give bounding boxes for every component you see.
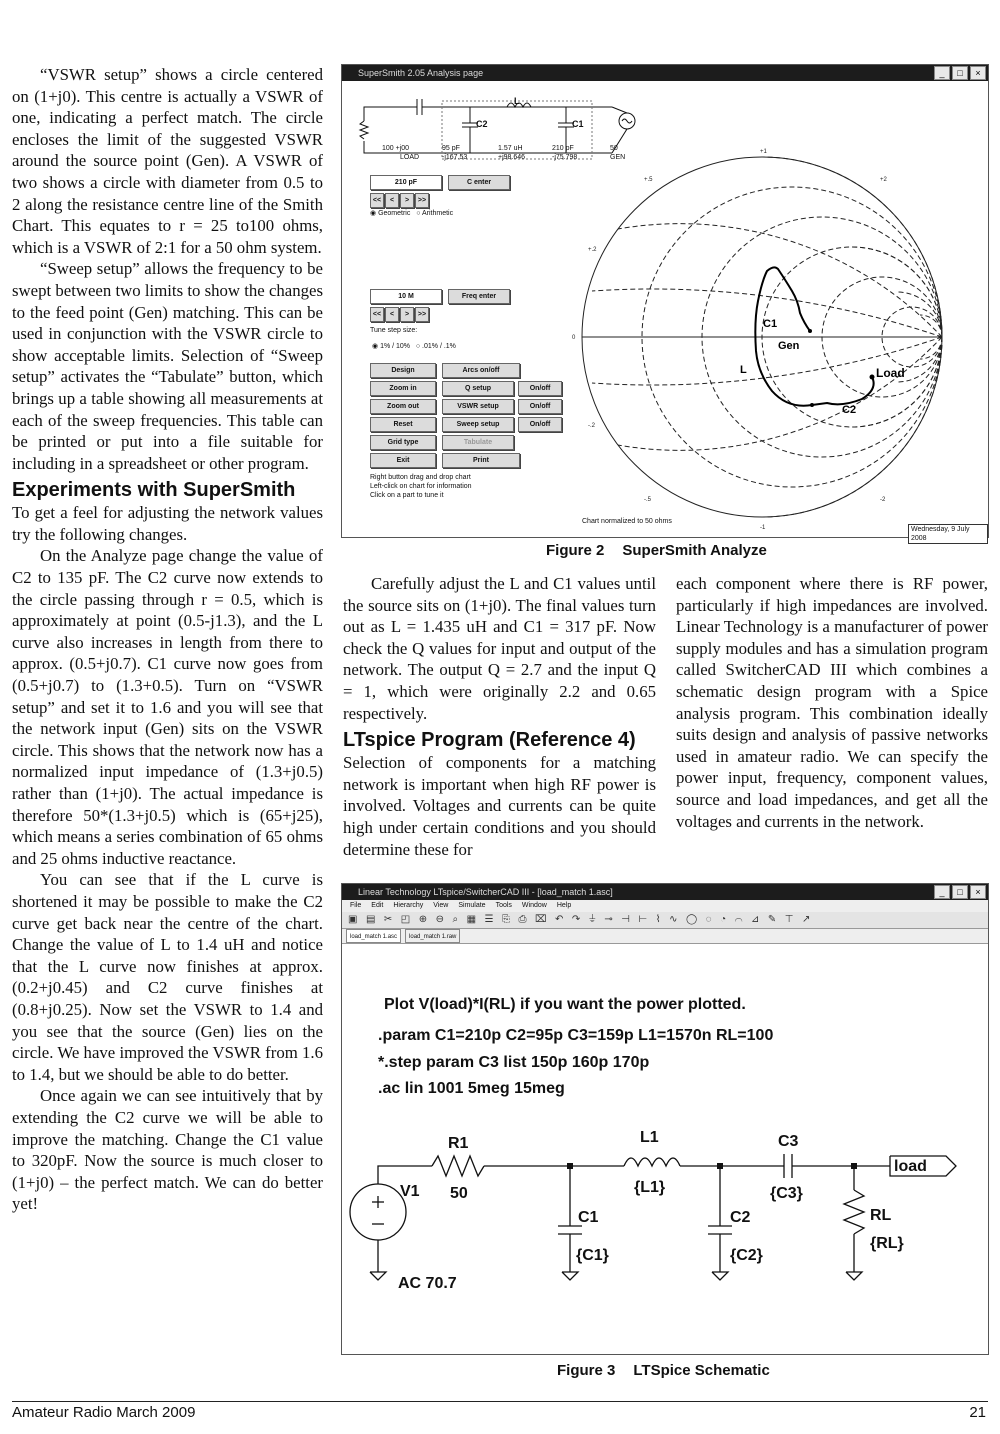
- vswr-toggle-button[interactable]: On/off: [518, 399, 562, 414]
- footer-page-number: 21: [969, 1404, 986, 1421]
- l1-label: L1: [640, 1129, 659, 1146]
- c2-label: C2: [730, 1209, 751, 1226]
- c2-value: {C2}: [730, 1247, 763, 1264]
- window-title: SuperSmith 2.05 Analysis page: [358, 68, 484, 78]
- section-heading: Experiments with SuperSmith: [12, 479, 296, 502]
- geometric-radio[interactable]: ◉ Geometric ○ Arithmetic: [370, 210, 454, 217]
- window-title: Linear Technology LTspice/SwitcherCAD III - [load_match 1.asc]: [358, 887, 613, 897]
- rl-label: RL: [870, 1207, 892, 1224]
- zoom-in-button[interactable]: Zoom in: [370, 381, 436, 396]
- c2-curve-label: C2: [842, 404, 857, 416]
- section-heading: LTspice Program (Reference 4): [343, 729, 636, 752]
- paragraph: Carefully adjust the L and C1 values until the source sits on (1+j0). The final values turn out as L = 1.435 uH and C1 = 317 pF. Now check the Q values for input and output of the network. The output Q = 2.7 and the input Q = 1, which were originally 2.2 and 0.65 respectively.: [343, 574, 656, 723]
- footer-publication: Amateur Radio March 2009: [12, 1404, 196, 1421]
- paragraph: each component where there is RF power, particularly if high impedances are involved. Linear Technology is a manufacturer of power supply modules and has a simulation program called SwitcherCAD III which combines a schematic design program with a Spice analysis program. This combination ideally suits design and analysis of passive networks used in amateur radio. We can specify the power input, frequency, component values, source and load impedances, and get all the voltages and currents in the network.: [676, 574, 988, 831]
- print-button[interactable]: Print: [442, 453, 520, 468]
- r1-value: 50: [450, 1185, 468, 1202]
- tune-step-label: Tune step size:: [370, 327, 418, 334]
- sweep-toggle-button[interactable]: On/off: [518, 417, 562, 432]
- design-button[interactable]: Design: [370, 363, 436, 378]
- text-column-2: [343, 573, 656, 860]
- step-forward-fast-button[interactable]: >>: [415, 193, 429, 208]
- capacitance-input[interactable]: 210 pF: [370, 175, 442, 190]
- directive-param: .param C1=210p C2=95p C3=159p L1=1570n RL=100: [378, 1027, 774, 1044]
- menu-file[interactable]: File: [350, 902, 362, 909]
- help-text: Right button drag and drop chart Left-click on chart for information Click on a part to tune it: [370, 474, 472, 499]
- q-toggle-button[interactable]: On/off: [518, 381, 562, 396]
- close-button[interactable]: ×: [970, 66, 986, 80]
- text-column-3: [676, 573, 988, 832]
- chart-note: Chart normalized to 50 ohms: [582, 518, 672, 525]
- paragraph: You can see that if the L curve is shortened it may be possible to make the C2 curve get back near the centre of the chart. Change the value of L to 1.4 uH and notice that the L curve now finishes at approx. (0.2+j0.45) and C2 curve finishes at (0.8+j0.25). Now set the VSWR to 1.4 and you see that the source (Gen) lies on the circle. We have improved the VSWR from 1.6 to 1.4, but we should be able to do better.: [12, 870, 323, 1084]
- toolbar: ▣ ▤ ✂ ◰ ⊕ ⊖ ⌕ ▦ ☰ ⎘ ⎙ ⌧ ↶ ↷ ⏚ ⊸ ⊣ ⊢ ⌇ ∿ ◯ ◌ ◔ ⌒ ⊿ ✎ ⊤ ↗: [342, 912, 988, 929]
- l-curve-label: L: [740, 364, 747, 376]
- menu-edit[interactable]: Edit: [371, 902, 384, 909]
- paragraph: “Sweep setup” allows the frequency to be swept between two limits to show the changes to the feed point (Gen) matching. This can be used in conjunction with the VSWR circle to show acceptable limits. Selection of “Sweep setup” activates the “Tabulate” button, which brings up a table showing all measurements at each of the sweep frequencies. This table can be printed or put into a file suitable for including in a spreadsheet or other program.: [12, 259, 323, 473]
- v1-label: V1: [400, 1183, 420, 1200]
- c1-label: C1: [578, 1209, 599, 1226]
- freq-back-fast-button[interactable]: <<: [370, 307, 384, 322]
- freq-forward-fast-button[interactable]: >>: [415, 307, 429, 322]
- r1-label: R1: [448, 1135, 469, 1152]
- tick-label: +.5: [644, 177, 653, 183]
- menu-window[interactable]: Window: [521, 902, 547, 909]
- load-port-label: load: [894, 1158, 927, 1175]
- arcs-toggle-button[interactable]: Arcs on/off: [442, 363, 520, 378]
- date-label: Wednesday, 9 July 2008: [908, 524, 988, 544]
- grid-type-button[interactable]: Grid type: [370, 435, 436, 450]
- tabulate-button[interactable]: Tabulate: [442, 435, 514, 450]
- step-back-button[interactable]: <: [385, 193, 399, 208]
- exit-button[interactable]: Exit: [370, 453, 436, 468]
- gen-value: 50 GEN: [610, 145, 626, 161]
- menu-simulate[interactable]: Simulate: [458, 902, 486, 909]
- l-label: L: [514, 96, 520, 106]
- tune-step-radio[interactable]: ◉ 1% / 10% ○ .01% / .1%: [372, 343, 456, 350]
- load-value: 100 +j00 LOAD: [382, 145, 420, 161]
- c1-value: {C1}: [576, 1247, 609, 1264]
- schematic-drawing: [342, 1124, 988, 1334]
- tab-bar: [342, 929, 988, 944]
- v1-value: AC 70.7: [398, 1275, 457, 1292]
- c2-label: C2: [476, 119, 488, 129]
- tab-waveform[interactable]: load_match 1.raw: [405, 929, 460, 943]
- window-titlebar: [342, 884, 988, 900]
- figure-3-caption: Figure 3 LTSpice Schematic: [557, 1362, 770, 1379]
- tick-label: +1: [760, 149, 767, 155]
- menu-hierarchy[interactable]: Hierarchy: [393, 902, 424, 909]
- smith-chart[interactable]: [562, 141, 988, 537]
- menu-view[interactable]: View: [433, 902, 449, 909]
- tick-label: -2: [880, 497, 886, 503]
- q-setup-button[interactable]: Q setup: [442, 381, 514, 396]
- figure-2-caption: Figure 2 SuperSmith Analyze: [546, 542, 767, 559]
- maximize-button[interactable]: □: [952, 885, 968, 899]
- c1-label: C1: [572, 119, 584, 129]
- directive-plot: Plot V(load)*I(RL) if you want the power plotted.: [384, 996, 746, 1013]
- step-forward-button[interactable]: >: [400, 193, 414, 208]
- l-value: 1.57 uH +j98.646: [498, 145, 526, 161]
- step-back-fast-button[interactable]: <<: [370, 193, 384, 208]
- menu-tools[interactable]: Tools: [495, 902, 512, 909]
- c2-value: 95 pF -j167.53: [442, 145, 468, 161]
- tab-schematic[interactable]: load_match 1.asc: [346, 929, 401, 943]
- c3-label: C3: [778, 1133, 799, 1150]
- tick-label: -.2: [588, 423, 596, 429]
- reset-button[interactable]: Reset: [370, 417, 436, 432]
- freq-back-button[interactable]: <: [385, 307, 399, 322]
- load-point-label: Load: [876, 366, 905, 380]
- tick-label: +.2: [588, 247, 597, 253]
- paragraph: On the Analyze page change the value of C2 to 135 pF. The C2 curve now extends to the circle passing through r = 0.5, which is approximately at point (0.5-j1.3), and the L curve also increases in length from there to approx. (0.5+j0.7). C1 curve now goes from (0.5+j0.7) to (1.3+0.5). Turn on “VSWR setup” and set it to 1.6 and you will see that the network input (Gen) sits on the VSWR circle. This shows that the network now has a normalized input impedance of (1.3+j0.5) rather than (1+j0). The actual impedance is therefore 50*(1.3+j0.5) which is (65+j25), which means a series combination of 65 ohms and 25 ohms inductive reactance.: [12, 546, 323, 868]
- text-column-1: [12, 64, 323, 1215]
- minimize-button[interactable]: _: [934, 885, 950, 899]
- minimize-button[interactable]: _: [934, 66, 950, 80]
- center-button[interactable]: C enter: [448, 175, 510, 190]
- tick-label: -.5: [644, 497, 652, 503]
- tick-label: -1: [760, 525, 766, 531]
- freq-enter-button[interactable]: Freq enter: [448, 289, 510, 304]
- footer-rule: [12, 1401, 988, 1402]
- ltspice-window: [341, 883, 989, 1355]
- gen-label: Gen: [778, 340, 800, 352]
- supersmith-window: [341, 64, 989, 542]
- tick-label: 0: [572, 335, 576, 341]
- c1-value: 210 pF -j75.798: [552, 145, 578, 161]
- vswr-setup-button[interactable]: VSWR setup: [442, 399, 514, 414]
- tick-label: +2: [880, 177, 887, 183]
- directive-step: *.step param C3 list 150p 160p 170p: [378, 1054, 650, 1071]
- frequency-input[interactable]: 10 M: [370, 289, 442, 304]
- directive-ac: .ac lin 1001 5meg 15meg: [378, 1080, 565, 1097]
- sweep-setup-button[interactable]: Sweep setup: [442, 417, 514, 432]
- rl-value: {RL}: [870, 1235, 904, 1252]
- paragraph: “VSWR setup” shows a circle centered on (1+j0). This centre is actually a VSWR of one, indicating a perfect match. The circle encloses the limit of the suggested VSWR around the source point (Gen). A VSWR of two shows a circle with diameter from 0.5 to 2 along the resistance centre line of the Smith Chart. This equates to r = 25 to100 ohms, which is a VSWR of 2:1 for a 50 ohm system.: [12, 65, 323, 257]
- zoom-out-button[interactable]: Zoom out: [370, 399, 436, 414]
- menu-help[interactable]: Help: [556, 902, 572, 909]
- menu-bar: [342, 900, 988, 912]
- window-titlebar: [342, 65, 988, 81]
- paragraph: To get a feel for adjusting the network values try the following changes.: [12, 503, 323, 544]
- paragraph: Once again we can see intuitively that by extending the C2 curve we will be able to improve the matching. Change the C1 value to 320pF. Now the source is much closer to (1+j0) – the perfect match. We can do better yet!: [12, 1086, 323, 1214]
- c1-curve-label: C1: [763, 318, 778, 330]
- c3-value: {C3}: [770, 1185, 803, 1202]
- paragraph: Selection of components for a matching network is important when high RF power is involved. Voltages and currents can be quite high under certain conditions and you should determine these for: [343, 753, 656, 859]
- freq-forward-button[interactable]: >: [400, 307, 414, 322]
- maximize-button[interactable]: □: [952, 66, 968, 80]
- l1-value: {L1}: [634, 1179, 666, 1196]
- close-button[interactable]: ×: [970, 885, 986, 899]
